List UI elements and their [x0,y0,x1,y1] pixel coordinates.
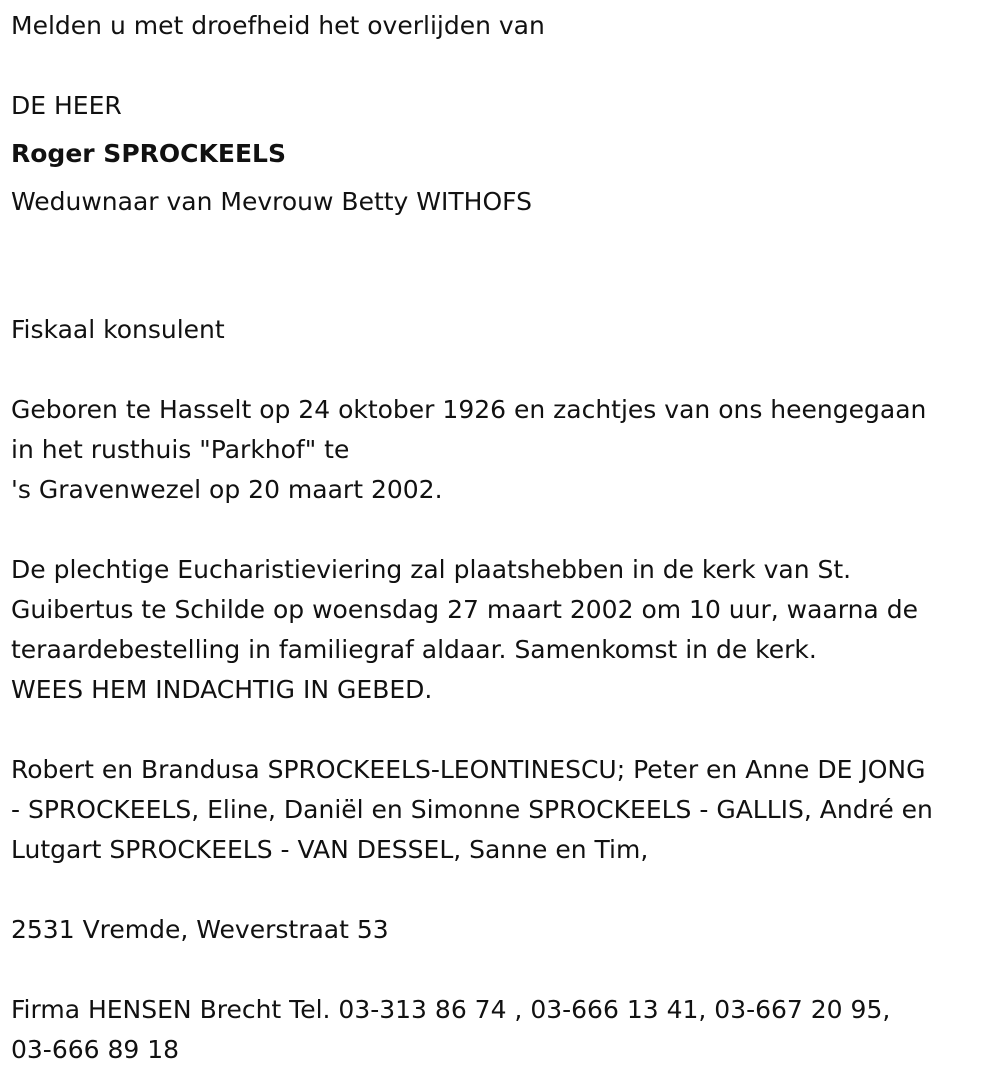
spacer [11,870,991,910]
family-paragraph [11,750,991,870]
spacer [11,174,991,182]
address: 2531 Vremde, Weverstraat 53 [11,915,389,944]
obituary-notice [11,6,991,1070]
ceremony-line: De plechtige Eucharistieviering zal plaatshebben in de kerk van St. [11,555,852,584]
profession: Fiskaal konsulent [11,315,225,344]
ceremony-line: Guibertus te Schilde op woensdag 27 maart 2002 om 10 uur, waarna de [11,595,918,624]
spacer [11,222,991,310]
spacer [11,950,991,990]
funeral-home-line: 03-666 89 18 [11,1035,180,1064]
honorific: DE HEER [11,91,122,120]
birth-death-paragraph [11,390,991,510]
birth-death-line: in het rusthuis "Parkhof" te [11,435,350,464]
ceremony-paragraph [11,550,991,710]
spouse-line: Weduwnaar van Mevrouw Betty WITHOFS [11,187,532,216]
spacer [11,126,991,134]
ceremony-line: teraardebestelling in familiegraf aldaar. Samenkomst in de kerk. [11,635,817,664]
spacer [11,46,991,86]
birth-death-line: Geboren te Hasselt op 24 oktober 1926 en zachtjes van ons heengegaan [11,395,927,424]
spacer [11,510,991,550]
deceased-name: Roger SPROCKEELS [11,139,286,168]
spacer [11,350,991,390]
ceremony-line: WEES HEM INDACHTIG IN GEBED. [11,675,433,704]
birth-death-line: 's Gravenwezel op 20 maart 2002. [11,475,443,504]
family-line: Lutgart SPROCKEELS - VAN DESSEL, Sanne en Tim, [11,835,649,864]
funeral-home-line: Firma HENSEN Brecht Tel. 03-313 86 74 , 03-666 13 41, 03-667 20 95, [11,995,891,1024]
spacer [11,710,991,750]
intro-text: Melden u met droefheid het overlijden van [11,11,545,40]
family-line: Robert en Brandusa SPROCKEELS-LEONTINESCU; Peter en Anne DE JONG [11,755,926,784]
family-line: - SPROCKEELS, Eline, Daniël en Simonne SPROCKEELS - GALLIS, André en [11,795,933,824]
funeral-home-paragraph [11,990,991,1070]
